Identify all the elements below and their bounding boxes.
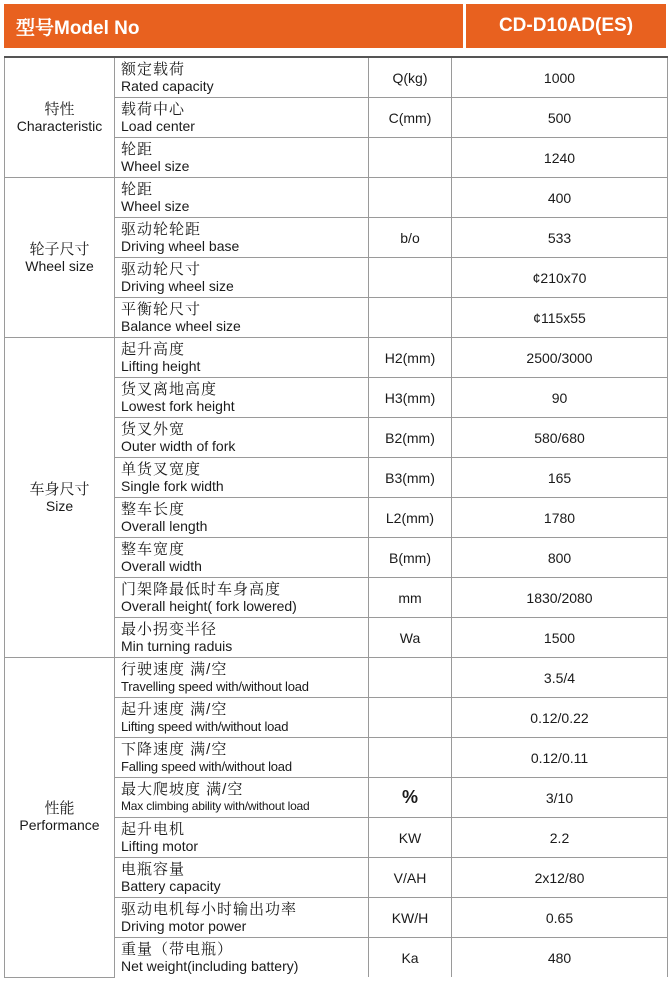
group-label-zh: 性能 — [44, 800, 75, 818]
spec-unit: B3(mm) — [369, 458, 452, 498]
spec-unit — [369, 698, 452, 738]
spec-name-zh: 最小拐变半径 — [121, 620, 218, 638]
group-performance — [5, 658, 115, 978]
spec-name-en: Load center — [121, 117, 195, 134]
model-label: 型号Model No — [4, 4, 463, 48]
spec-name-zh: 轮距 — [121, 180, 154, 198]
spec-name-en: Overall height( fork lowered) — [121, 597, 297, 614]
spec-value: 3/10 — [452, 778, 668, 818]
spec-unit: B(mm) — [369, 538, 452, 578]
spec-name-zh: 行驶速度 满/空 — [121, 660, 228, 678]
group-label-en: Characteristic — [16, 117, 103, 134]
spec-name-zh: 单货叉宽度 — [121, 460, 202, 478]
spec-unit: mm — [369, 578, 452, 618]
spec-name-zh: 驱动电机每小时输出功率 — [121, 900, 298, 918]
spec-name — [115, 778, 369, 818]
spec-name-en: Wheel size — [121, 197, 190, 214]
spec-name-zh: 货叉离地高度 — [121, 380, 218, 398]
spec-name-zh: 载荷中心 — [121, 100, 186, 118]
group-size — [5, 338, 115, 658]
spec-name-zh: 起升高度 — [121, 340, 186, 358]
spec-value: 533 — [452, 218, 668, 258]
spec-name-en: Balance wheel size — [121, 317, 241, 334]
spec-name-zh: 电瓶容量 — [121, 860, 186, 878]
spec-value: 800 — [452, 538, 668, 578]
spec-name-en: Min turning raduis — [121, 637, 233, 654]
spec-name-en: Driving wheel base — [121, 237, 240, 254]
spec-name — [115, 98, 369, 138]
spec-name-zh: 额定载荷 — [121, 60, 186, 78]
spec-name — [115, 378, 369, 418]
spec-value: 165 — [452, 458, 668, 498]
table-row — [5, 338, 668, 378]
spec-name-zh: 下降速度 满/空 — [121, 740, 228, 758]
spec-name-en: Lowest fork height — [121, 397, 235, 414]
spec-value: 1000 — [452, 57, 668, 98]
spec-unit: H3(mm) — [369, 378, 452, 418]
spec-name — [115, 938, 369, 978]
spec-name-zh: 重量（带电瓶） — [121, 940, 234, 958]
spec-name-zh: 起升速度 满/空 — [121, 700, 228, 718]
spec-name — [115, 498, 369, 538]
group-label-en: Wheel size — [25, 257, 94, 274]
group-label-zh: 特性 — [44, 100, 75, 118]
model-value: CD-D10AD(ES) — [466, 4, 666, 48]
spec-value: ¢210x70 — [452, 258, 668, 298]
spec-name-zh: 起升电机 — [121, 820, 186, 838]
spec-value: 1500 — [452, 618, 668, 658]
table-header — [0, 0, 670, 52]
group-label-zh: 车身尺寸 — [29, 480, 90, 498]
spec-unit: C(mm) — [369, 98, 452, 138]
spec-value: ¢115x55 — [452, 298, 668, 338]
spec-name-zh: 整车长度 — [121, 500, 186, 518]
spec-name — [115, 738, 369, 778]
table-row — [5, 658, 668, 698]
spec-name-zh: 驱动轮尺寸 — [121, 260, 202, 278]
spec-name — [115, 658, 369, 698]
table-row — [5, 178, 668, 218]
spec-name-en: Max climbing ability with/without load — [121, 798, 310, 813]
spec-value: 500 — [452, 98, 668, 138]
spec-name-zh: 驱动轮轮距 — [121, 220, 202, 238]
spec-value: 400 — [452, 178, 668, 218]
spec-unit: L2(mm) — [369, 498, 452, 538]
spec-unit: H2(mm) — [369, 338, 452, 378]
spec-unit — [369, 738, 452, 778]
spec-value: 580/680 — [452, 418, 668, 458]
spec-unit: Q(kg) — [369, 57, 452, 98]
spec-name-en: Lifting speed with/without load — [121, 718, 289, 734]
spec-value: 90 — [452, 378, 668, 418]
spec-name — [115, 178, 369, 218]
spec-value: 0.12/0.22 — [452, 698, 668, 738]
spec-unit: Wa — [369, 618, 452, 658]
spec-unit: KW/H — [369, 898, 452, 938]
spec-unit — [369, 138, 452, 178]
spec-name-zh: 最大爬坡度 满/空 — [121, 780, 244, 798]
spec-value: 2500/3000 — [452, 338, 668, 378]
spec-unit — [369, 178, 452, 218]
spec-unit: V/AH — [369, 858, 452, 898]
spec-unit — [369, 258, 452, 298]
spec-name — [115, 858, 369, 898]
spec-name — [115, 818, 369, 858]
spec-unit: B2(mm) — [369, 418, 452, 458]
spec-name — [115, 57, 369, 98]
spec-name — [115, 418, 369, 458]
spec-name — [115, 898, 369, 938]
group-wheel-size — [5, 178, 115, 338]
spec-name-zh: 平衡轮尺寸 — [121, 300, 202, 318]
spec-name — [115, 138, 369, 178]
spec-name-en: Lifting height — [121, 357, 201, 374]
spec-name-zh: 货叉外宽 — [121, 420, 186, 438]
spec-name-en: Lifting motor — [121, 837, 199, 854]
spec-value: 1240 — [452, 138, 668, 178]
spec-name-en: Travelling speed with/without load — [121, 678, 309, 694]
spec-unit: % — [369, 778, 452, 818]
spec-name-en: Falling speed with/without load — [121, 758, 292, 774]
spec-table — [4, 56, 668, 978]
spec-value: 1830/2080 — [452, 578, 668, 618]
group-label-en: Size — [45, 497, 74, 514]
spec-name — [115, 338, 369, 378]
group-label-zh: 轮子尺寸 — [29, 240, 90, 258]
spec-name-en: Rated capacity — [121, 77, 214, 94]
spec-value: 480 — [452, 938, 668, 978]
spec-value: 3.5/4 — [452, 658, 668, 698]
spec-name-en: Net weight(including battery) — [121, 957, 299, 974]
spec-value: 1780 — [452, 498, 668, 538]
spec-value: 0.65 — [452, 898, 668, 938]
spec-name-en: Outer width of fork — [121, 437, 236, 454]
spec-unit: Ka — [369, 938, 452, 978]
spec-name-zh: 整车宽度 — [121, 540, 186, 558]
table-row — [5, 57, 668, 98]
spec-name-zh: 门架降最低时车身高度 — [121, 580, 282, 598]
spec-name — [115, 538, 369, 578]
spec-name — [115, 458, 369, 498]
spec-name — [115, 698, 369, 738]
spec-name — [115, 258, 369, 298]
spec-name-en: Wheel size — [121, 157, 190, 174]
spec-unit: KW — [369, 818, 452, 858]
spec-name — [115, 218, 369, 258]
spec-name — [115, 298, 369, 338]
spec-name-en: Overall length — [121, 517, 208, 534]
spec-name-en: Driving motor power — [121, 917, 247, 934]
spec-name — [115, 618, 369, 658]
spec-value: 0.12/0.11 — [452, 738, 668, 778]
spec-name-en: Single fork width — [121, 477, 224, 494]
spec-unit — [369, 298, 452, 338]
spec-unit: b/o — [369, 218, 452, 258]
spec-unit — [369, 658, 452, 698]
group-characteristic — [5, 57, 115, 178]
spec-value: 2x12/80 — [452, 858, 668, 898]
spec-value: 2.2 — [452, 818, 668, 858]
group-label-en: Performance — [19, 817, 100, 834]
spec-name-en: Overall width — [121, 557, 202, 574]
spec-name-en: Driving wheel size — [121, 277, 234, 294]
spec-name — [115, 578, 369, 618]
spec-name-en: Battery capacity — [121, 877, 221, 894]
spec-name-zh: 轮距 — [121, 140, 154, 158]
